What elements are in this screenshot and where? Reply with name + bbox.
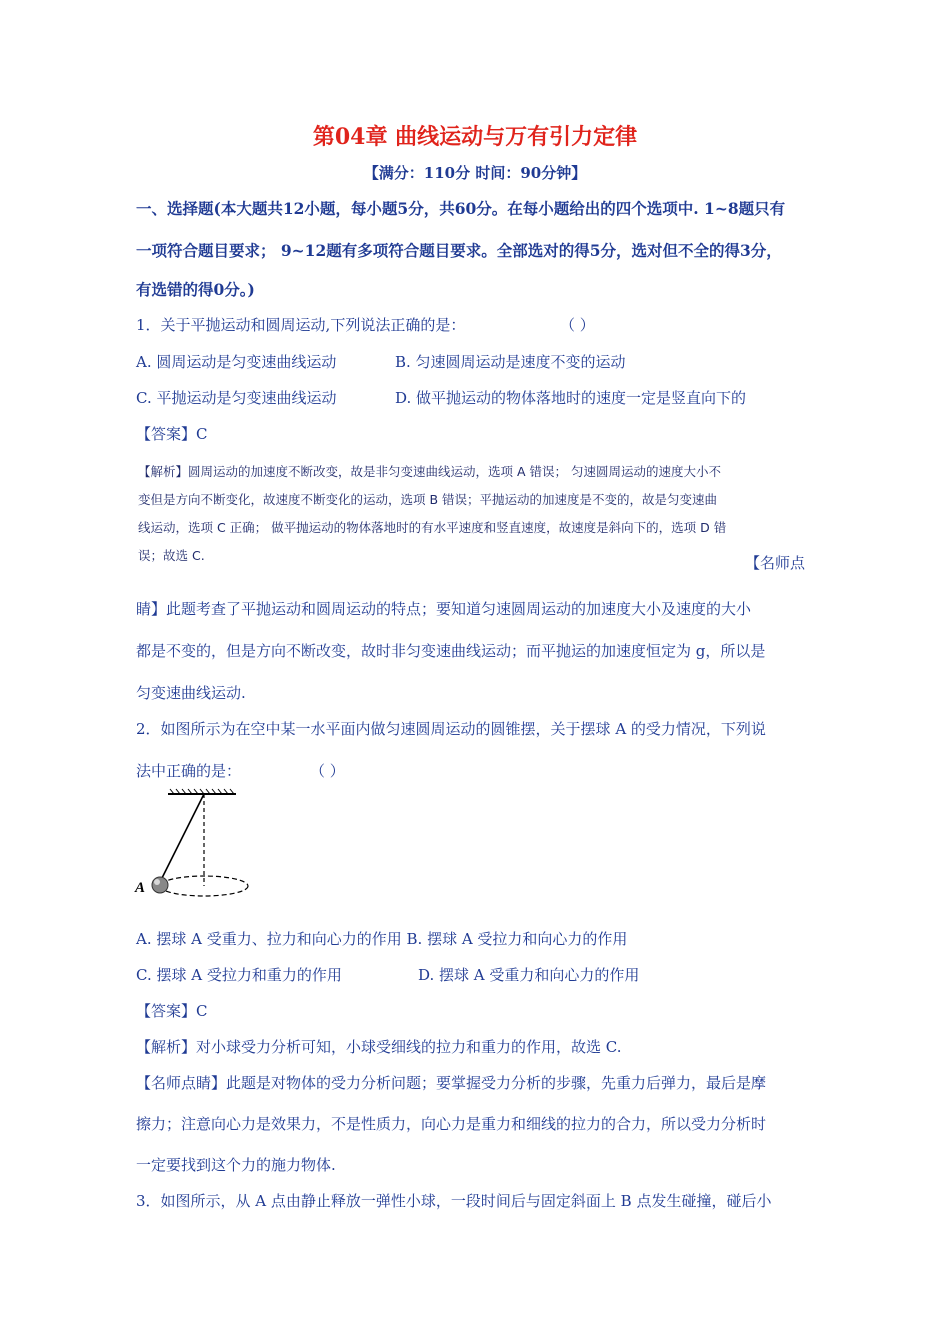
q2-options-ab: A. 摆球 A 受重力、拉力和向心力的作用 B. 摆球 A 受拉力和向心力的作用 [136,930,628,948]
q2-tip-line-3: 一定要找到这个力的施力物体. [136,1156,336,1174]
q1-tip-line-2: 都是不变的，但是方向不断改变，故时非匀变速曲线运动；而平抛运的加速度恒定为 g，所以是 [136,642,766,660]
q2-blank: （ ） [310,762,345,780]
pendulum-ball [152,877,168,893]
section-instructions-line-1: 一、选择题(本大题共12小题，每小题5分，共60分。在每小题给出的四个选项中. 1~8题只有 [136,199,786,218]
q1-tip-line-1: 睛】此题考查了平抛运动和圆周运动的特点；要知道匀速圆周运动的加速度大小及速度的大小 [136,600,752,618]
q2-answer: 【答案】C [136,1002,208,1020]
ball-highlight [154,879,160,885]
pendulum-string [160,794,204,882]
ball-label-a: A [135,880,146,896]
exam-meta: 【满分：110分 时间：90分钟】 [363,164,587,182]
q1-analysis-line-2: 变但是方向不断变化，故速度不断变化的运动，选项 B 错误；平抛运动的加速度是不变的，故是匀变速曲 [138,492,718,507]
q1-analysis-line-1: 【解析】圆周运动的加速度不断改变，故是非匀变速曲线运动，选项 A 错误； 匀速圆周运动的速度大小不 [138,464,721,479]
section-instructions-line-2: 一项符合题目要求； 9~12题有多项符合题目要求。全部选对的得5分，选对但不全的得3分， [136,241,782,260]
q1-analysis-line-3: 线运动，选项 C 正确； 做平抛运动的物体落地时的有水平速度和竖直速度，故速度是斜向下的，选项 D 错 [138,520,727,535]
q1-tip-heading: 【名师点 [745,554,806,572]
q3-stem-line-1: 3．如图所示，从 A 点由静止释放一弹性小球，一段时间后与固定斜面上 B 点发生碰撞，碰后小 [136,1192,772,1210]
q2-option-c: C. 摆球 A 受拉力和重力的作用 [136,966,342,984]
q2-stem-line-1: 2．如图所示为在空中某一水平面内做匀速圆周运动的圆锥摆，关于摆球 A 的受力情况，下列说 [136,720,766,738]
q2-stem-line-2: 法中正确的是： [136,762,242,780]
q1-analysis-line-4: 误；故选 C. [138,548,205,563]
q2-analysis: 【解析】对小球受力分析可知，小球受细线的拉力和重力的作用，故选 C. [136,1038,622,1056]
q1-option-c: C. 平抛运动是匀变速曲线运动 [136,389,337,407]
q2-tip-line-1: 【名师点睛】此题是对物体的受力分析问题；要掌握受力分析的步骤，先重力后弹力，最后是摩 [136,1074,767,1092]
section-instructions-line-3: 有选错的得0分。) [136,280,255,299]
q1-option-a: A. 圆周运动是匀变速曲线运动 [136,353,337,371]
q1-option-d: D. 做平抛运动的物体落地时的速度一定是竖直向下的 [395,389,747,407]
q1-answer: 【答案】C [136,425,208,443]
q2-tip-line-2: 擦力；注意向心力是效果力，不是性质力，向心力是重力和细线的拉力的合力，所以受力分析时 [136,1115,767,1133]
q1-option-b: B. 匀速圆周运动是速度不变的运动 [395,353,626,371]
q1-stem: 1．关于平抛运动和圆周运动,下列说法正确的是： [136,316,466,334]
q1-blank: （ ） [560,316,595,334]
page-title: 第04章 曲线运动与万有引力定律 [312,124,638,150]
q2-option-d: D. 摆球 A 受重力和向心力的作用 [418,966,640,984]
q1-tip-line-3: 匀变速曲线运动. [136,684,246,702]
conical-pendulum-figure [130,786,260,906]
